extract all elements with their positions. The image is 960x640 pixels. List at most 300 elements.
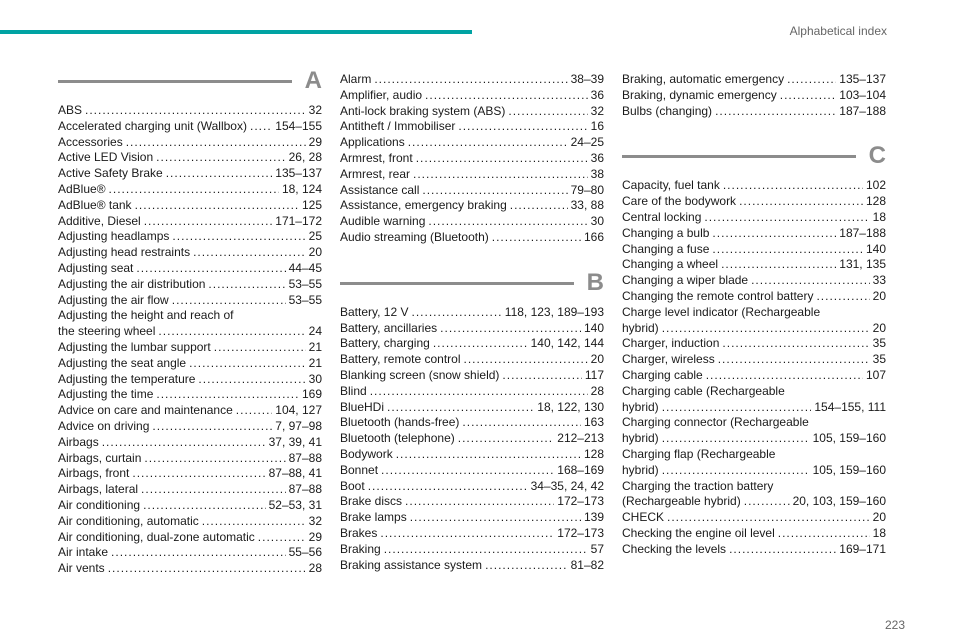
dot-leader: [787, 72, 836, 88]
index-entry-pages[interactable]: 102: [865, 178, 886, 193]
index-entry-pages[interactable]: 55–56: [288, 545, 322, 560]
dot-leader: [715, 104, 836, 120]
index-entry-term: Assistance call: [340, 182, 420, 197]
index-entry-term: Changing the remote control battery: [622, 288, 814, 303]
index-entry-pages[interactable]: 35: [872, 336, 886, 351]
index-entry: [58, 150, 322, 166]
index-entry-term: Audio streaming (Bluetooth): [340, 229, 489, 244]
index-entry: [340, 526, 604, 542]
dot-leader: [662, 321, 870, 337]
index-entry-term: Adjusting the time: [58, 387, 154, 402]
dot-leader: [172, 229, 305, 245]
index-entry-term: Checking the engine oil level: [622, 525, 775, 540]
index-entry-term: ABS: [58, 103, 83, 117]
index-entry-term: Armrest, front: [340, 150, 413, 165]
index-entry-term: Changing a wheel: [622, 257, 719, 272]
index-entry: [340, 104, 604, 120]
dot-leader: [464, 352, 588, 368]
index-entry-term: Adjusting the seat angle: [58, 355, 187, 370]
index-entry: [622, 88, 886, 104]
index-entry-pages[interactable]: 117: [584, 367, 604, 382]
index-entry: [58, 498, 322, 514]
index-entry-term: Adjusting the air flow: [58, 292, 169, 307]
dot-leader: [152, 419, 272, 435]
dot-leader: [250, 119, 272, 135]
section-letter: A: [304, 67, 322, 94]
index-entry-pages[interactable]: 172–173: [557, 494, 604, 509]
dot-leader: [425, 88, 588, 104]
dot-leader: [381, 463, 554, 479]
index-entry-term: Active Safety Brake: [58, 166, 163, 181]
index-entry-pages[interactable]: 212–213: [557, 431, 604, 446]
index-entry-term: Advice on driving: [58, 418, 150, 433]
index-entry-term: Adjusting the air distribution: [58, 276, 206, 291]
index-entry: [58, 119, 322, 135]
index-entry: [340, 305, 604, 321]
index-entry-term: Bulbs (changing): [622, 103, 713, 118]
dot-leader: [462, 415, 581, 431]
section-header-c: [622, 142, 886, 174]
index-entry-term: Airbags, curtain: [58, 450, 142, 465]
dot-leader: [405, 494, 554, 510]
index-entry-term: (Rechargeable hybrid): [622, 494, 741, 509]
dot-leader: [144, 214, 273, 230]
index-entry-pages[interactable]: 21: [308, 339, 322, 354]
index-entry-term: Brakes: [340, 525, 378, 540]
index-entry: [58, 340, 322, 356]
index-entry: [58, 229, 322, 245]
dot-leader: [387, 400, 534, 416]
dot-leader: [85, 103, 306, 119]
index-entry-term: Central locking: [622, 209, 702, 224]
section-letter: B: [586, 268, 604, 296]
index-entry-term: Alarm: [340, 72, 372, 86]
dot-leader: [111, 545, 286, 561]
index-entry-pages[interactable]: 105, 159–160: [812, 431, 886, 446]
index-entry-term: Battery, charging: [340, 336, 430, 351]
index-entry-pages[interactable]: 107: [865, 367, 886, 382]
index-entry-term: Active LED Vision: [58, 150, 154, 165]
index-entry-term: Blanking screen (snow shield): [340, 367, 500, 382]
index-entry-term: hybrid): [622, 462, 659, 477]
index-entry-term: Air conditioning: [58, 497, 141, 512]
index-entry-term: Adjusting head restraints: [58, 245, 191, 260]
dot-leader: [166, 166, 273, 182]
dot-leader: [729, 542, 836, 558]
index-entry: [340, 151, 604, 167]
index-entry-pages[interactable]: 140: [583, 320, 604, 335]
index-entry-pages[interactable]: 128: [865, 194, 886, 209]
index-entry: [340, 167, 604, 183]
index-entry-term: Antitheft / Immobiliser: [340, 119, 456, 134]
index-entry-pages[interactable]: 105, 159–160: [812, 462, 886, 477]
section-header-a: [58, 67, 322, 99]
index-entry-pages[interactable]: 20, 103, 159–160: [792, 494, 886, 509]
index-entry: [58, 530, 322, 546]
dot-leader: [141, 482, 286, 498]
dot-leader: [136, 261, 285, 277]
index-entry-pages[interactable]: 53–55: [288, 292, 322, 307]
index-entry-term: Air conditioning, automatic: [58, 513, 199, 528]
index-entry: [622, 242, 886, 258]
index-entry: [58, 356, 322, 372]
dot-leader: [780, 88, 837, 104]
index-entry-pages[interactable]: 131, 135: [839, 257, 886, 272]
dot-leader: [778, 526, 870, 542]
index-entry-pages[interactable]: 7, 97–98: [275, 418, 322, 433]
dot-leader: [712, 226, 836, 242]
dot-leader: [816, 289, 869, 305]
dot-leader: [410, 510, 581, 526]
index-entry-pages[interactable]: 20: [872, 510, 886, 525]
index-entry: [622, 194, 886, 210]
index-entry-pages[interactable]: 172–173: [557, 525, 604, 540]
index-entry-pages[interactable]: 33: [872, 273, 886, 288]
index-entry: [622, 72, 886, 88]
index-entry-pages[interactable]: 187–188: [839, 103, 886, 118]
index-entry: [340, 336, 604, 352]
index-entry: [58, 451, 322, 467]
index-entry-pages[interactable]: 140: [865, 241, 886, 256]
index-entry: [622, 336, 886, 352]
index-entry: [58, 403, 322, 419]
dot-leader: [508, 104, 587, 120]
index-entry-term: Blind: [340, 383, 367, 398]
dot-leader: [189, 356, 306, 372]
index-entry-term: Charging cable: [622, 367, 703, 382]
index-entry: [58, 198, 322, 214]
dot-leader: [712, 242, 863, 258]
index-entry-pages[interactable]: 18, 124: [281, 181, 322, 196]
dot-leader: [258, 530, 306, 546]
index-entry-term: Changing a bulb: [622, 225, 710, 240]
dot-leader: [208, 277, 285, 293]
section-rule: [340, 282, 574, 285]
dot-leader: [433, 336, 528, 352]
index-entry-pages[interactable]: 36: [590, 150, 604, 165]
index-entry-term: Additive, Diesel: [58, 213, 141, 228]
index-entry-term: the steering wheel: [58, 324, 156, 339]
index-entry-term: Braking assistance system: [340, 557, 483, 572]
index-entry: [622, 289, 886, 305]
index-entry: [340, 384, 604, 400]
index-entry-term: Airbags: [58, 434, 99, 449]
index-entry-pages[interactable]: 28: [308, 561, 322, 576]
dot-leader: [440, 321, 581, 337]
index-entry-term: Applications: [340, 135, 405, 150]
index-entry-pages[interactable]: 30: [308, 371, 322, 386]
index-entry: [340, 463, 604, 479]
index-entry: [622, 479, 886, 511]
index-entry-term: Adjusting headlamps: [58, 229, 170, 244]
dot-leader: [236, 403, 273, 419]
index-entry-pages[interactable]: 87–88: [288, 450, 322, 465]
index-entry-term-line1: Charge level indicator (Rechargeable: [622, 304, 821, 319]
index-entry-pages[interactable]: 128: [583, 446, 604, 461]
index-entry-term: Changing a wiper blade: [622, 273, 749, 288]
dot-leader: [739, 194, 863, 210]
dot-leader: [198, 372, 305, 388]
index-entry-term: Bonnet: [340, 462, 379, 477]
index-entry-pages[interactable]: 20: [590, 352, 604, 367]
index-entry: [58, 482, 322, 498]
index-entry: [340, 479, 604, 495]
index-entry-pages[interactable]: 25: [308, 229, 322, 244]
index-entry-term: CHECK: [622, 510, 665, 525]
index-entry-term: Amplifier, audio: [340, 87, 423, 102]
index-entry: [622, 447, 886, 479]
index-entry: [340, 542, 604, 558]
index-entry: [58, 372, 322, 388]
index-entry-pages[interactable]: 32: [308, 513, 322, 528]
index-entry: [58, 103, 322, 119]
index-entry: [622, 178, 886, 194]
index-entry: [340, 368, 604, 384]
index-entry: [340, 183, 604, 199]
index-entry: [340, 415, 604, 431]
index-entry: [622, 384, 886, 416]
dot-leader: [214, 340, 306, 356]
index-entry: [340, 135, 604, 151]
dot-leader: [662, 463, 810, 479]
dot-leader: [721, 257, 836, 273]
index-entry: [622, 526, 886, 542]
dot-leader: [744, 494, 790, 510]
index-entry-pages[interactable]: 154–155, 111: [814, 399, 886, 414]
dot-leader: [667, 510, 870, 526]
index-entry-pages[interactable]: 104, 127: [275, 403, 322, 418]
header-accent-bar: [0, 30, 472, 34]
index-entry-pages[interactable]: 154–155: [275, 118, 322, 133]
dot-leader: [458, 431, 555, 447]
index-entry-pages[interactable]: 135–137: [839, 72, 886, 86]
index-entry-pages[interactable]: 32: [308, 103, 322, 117]
index-entry-pages[interactable]: 169: [301, 387, 322, 402]
index-entry-term: Braking, dynamic emergency: [622, 87, 777, 102]
index-entry-term: Capacity, fuel tank: [622, 178, 720, 193]
index-entry: [58, 545, 322, 561]
index-entry-pages[interactable]: 32: [590, 103, 604, 118]
dot-leader: [722, 336, 869, 352]
index-entry-term: hybrid): [622, 399, 659, 414]
dot-leader: [158, 324, 305, 340]
index-entry-pages[interactable]: 103–104: [839, 87, 886, 102]
index-entry-pages[interactable]: 33, 88: [570, 198, 604, 213]
dot-leader: [510, 198, 568, 214]
section-header-b: [340, 268, 604, 301]
dot-leader: [662, 400, 812, 416]
index-entry: [340, 558, 604, 574]
index-entry-term: Audible warning: [340, 214, 426, 229]
index-entry: [58, 514, 322, 530]
index-entry-term: Armrest, rear: [340, 166, 411, 181]
dot-leader: [156, 387, 299, 403]
index-entry: [340, 400, 604, 416]
dot-leader: [172, 293, 286, 309]
index-entry-term: Checking the levels: [622, 541, 727, 556]
index-entry: [58, 277, 322, 293]
dot-leader: [126, 135, 306, 151]
index-entry-pages[interactable]: 139: [583, 510, 604, 525]
index-entry: [622, 305, 886, 337]
index-entry-term: Adjusting the temperature: [58, 371, 196, 386]
index-entry-pages[interactable]: 53–55: [288, 276, 322, 291]
index-entry-pages[interactable]: 20: [872, 320, 886, 335]
index-entry-term: Advice on care and maintenance: [58, 403, 233, 418]
index-entry-pages[interactable]: 35: [872, 352, 886, 367]
index-entry-pages[interactable]: 24: [308, 324, 322, 339]
index-entry: [622, 510, 886, 526]
dot-leader: [662, 431, 810, 447]
index-entry-term: Battery, ancillaries: [340, 320, 438, 335]
index-entry-pages[interactable]: 163: [583, 415, 604, 430]
index-entry: [622, 226, 886, 242]
page-number: 223: [884, 618, 905, 632]
dot-leader: [458, 119, 587, 135]
index-entry-pages[interactable]: 26, 28: [288, 150, 322, 165]
dot-leader: [428, 214, 587, 230]
index-entry-pages[interactable]: 81–82: [570, 557, 604, 572]
index-entry-pages[interactable]: 18: [872, 209, 886, 224]
index-entry-term: Bodywork: [340, 446, 393, 461]
index-entry-term: BlueHDi: [340, 399, 385, 414]
dot-leader: [135, 198, 299, 214]
index-entry-term: Airbags, lateral: [58, 482, 139, 497]
index-entry-pages[interactable]: 168–169: [557, 462, 604, 477]
index-entry: [340, 119, 604, 135]
index-entry-pages[interactable]: 20: [872, 288, 886, 303]
dot-leader: [108, 561, 306, 577]
index-entry-term: hybrid): [622, 320, 659, 335]
index-entry-pages[interactable]: 79–80: [570, 182, 604, 197]
index-entry-pages[interactable]: 21: [308, 355, 322, 370]
index-entry-term: Bluetooth (hands-free): [340, 415, 460, 430]
index-entry-pages[interactable]: 24–25: [570, 135, 604, 150]
index-entry-pages[interactable]: 44–45: [288, 260, 322, 275]
index-entry-term: Airbags, front: [58, 466, 130, 481]
index-entry: [58, 135, 322, 151]
index-entry-term: Air conditioning, dual-zone automatic: [58, 529, 255, 544]
dot-leader: [370, 384, 588, 400]
index-entry: [340, 321, 604, 337]
index-entry-pages[interactable]: 166: [583, 229, 604, 244]
index-entry-term-line1: Charging flap (Rechargeable: [622, 446, 776, 461]
index-entry-term: Braking: [340, 541, 381, 556]
dot-leader: [102, 435, 266, 451]
dot-leader: [202, 514, 306, 530]
index-entry: [622, 273, 886, 289]
index-entry-pages[interactable]: 37, 39, 41: [268, 434, 322, 449]
dot-leader: [751, 273, 870, 289]
index-entry-pages[interactable]: 87–88: [288, 482, 322, 497]
section-rule: [622, 155, 856, 158]
index-entry-term: Changing a fuse: [622, 241, 710, 256]
index-entry-pages[interactable]: 30: [590, 214, 604, 229]
index-entry-pages[interactable]: 28: [590, 383, 604, 398]
dot-leader: [380, 526, 554, 542]
index-entry: [622, 352, 886, 368]
index-entry-pages[interactable]: 36: [590, 87, 604, 102]
index-entry: [340, 510, 604, 526]
index-entry-pages[interactable]: 20: [308, 245, 322, 260]
index-entry: [58, 166, 322, 182]
dot-leader: [723, 178, 863, 194]
dot-leader: [156, 150, 285, 166]
index-entry-pages[interactable]: 169–171: [839, 541, 886, 556]
index-entry: [622, 257, 886, 273]
dot-leader: [485, 558, 568, 574]
index-entry-pages[interactable]: 135–137: [275, 166, 322, 181]
index-entry-pages[interactable]: 29: [308, 134, 322, 149]
index-entry-term: Braking, automatic emergency: [622, 72, 785, 86]
dot-leader: [416, 151, 588, 167]
index-entry-pages[interactable]: 38: [590, 166, 604, 181]
index-entry-pages[interactable]: 34–35, 24, 42: [530, 478, 604, 493]
index-entry: [622, 210, 886, 226]
index-entry: [58, 261, 322, 277]
index-entry: [58, 182, 322, 198]
dot-leader: [706, 368, 863, 384]
index-entry-term: Accessories: [58, 134, 123, 149]
index-entry: [58, 561, 322, 577]
index-entry-pages[interactable]: 57: [590, 541, 604, 556]
index-entry: [58, 293, 322, 309]
index-entry: [58, 308, 322, 340]
dot-leader: [408, 135, 568, 151]
index-entry-pages[interactable]: 140, 142, 144: [530, 336, 604, 351]
dot-leader: [422, 183, 567, 199]
index-entry: [58, 419, 322, 435]
index-entry-term-line1: Charging cable (Rechargeable: [622, 383, 785, 398]
index-entry-pages[interactable]: 118, 123, 189–193: [504, 304, 604, 319]
section-rule: [58, 80, 292, 83]
index-entry-pages[interactable]: 38–39: [570, 72, 604, 86]
index-entry-term: Charger, induction: [622, 336, 720, 351]
index-entry-pages[interactable]: 29: [308, 529, 322, 544]
dot-leader: [384, 542, 588, 558]
index-entry-term-line1: Charging the traction battery: [622, 478, 774, 493]
index-entry-pages[interactable]: 16: [590, 119, 604, 134]
index-entry-pages[interactable]: 87–88, 41: [268, 466, 322, 481]
index-entry-term: Anti-lock braking system (ABS): [340, 103, 506, 118]
dot-leader: [718, 352, 870, 368]
index-entry-term: Air vents: [58, 561, 105, 576]
index-entry-pages[interactable]: 18: [872, 525, 886, 540]
dot-leader: [492, 230, 581, 246]
page-header-title: Alphabetical index: [789, 24, 887, 38]
index-entry: [622, 104, 886, 120]
index-entry-pages[interactable]: 187–188: [839, 225, 886, 240]
index-entry-pages[interactable]: 125: [301, 197, 322, 212]
index-entry-pages[interactable]: 52–53, 31: [268, 497, 322, 512]
index-entry: [58, 466, 322, 482]
index-entry-term: Brake discs: [340, 494, 403, 509]
index-entry-pages[interactable]: 171–172: [275, 213, 322, 228]
index-entry: [58, 214, 322, 230]
index-entry-term: Accelerated charging unit (Wallbox): [58, 118, 247, 133]
index-entry: [622, 415, 886, 447]
index-entry: [340, 230, 604, 246]
index-entry-term: Adjusting seat: [58, 260, 134, 275]
index-entry-term: Battery, remote control: [340, 352, 461, 367]
index-entry-pages[interactable]: 18, 122, 130: [537, 399, 604, 414]
index-entry-term: Charger, wireless: [622, 352, 715, 367]
index-entry: [340, 88, 604, 104]
dot-leader: [411, 305, 501, 321]
index-entry-term: AdBlue® tank: [58, 197, 132, 212]
index-entry-term-line1: Adjusting the height and reach of: [58, 308, 234, 323]
section-letter: C: [868, 142, 886, 170]
